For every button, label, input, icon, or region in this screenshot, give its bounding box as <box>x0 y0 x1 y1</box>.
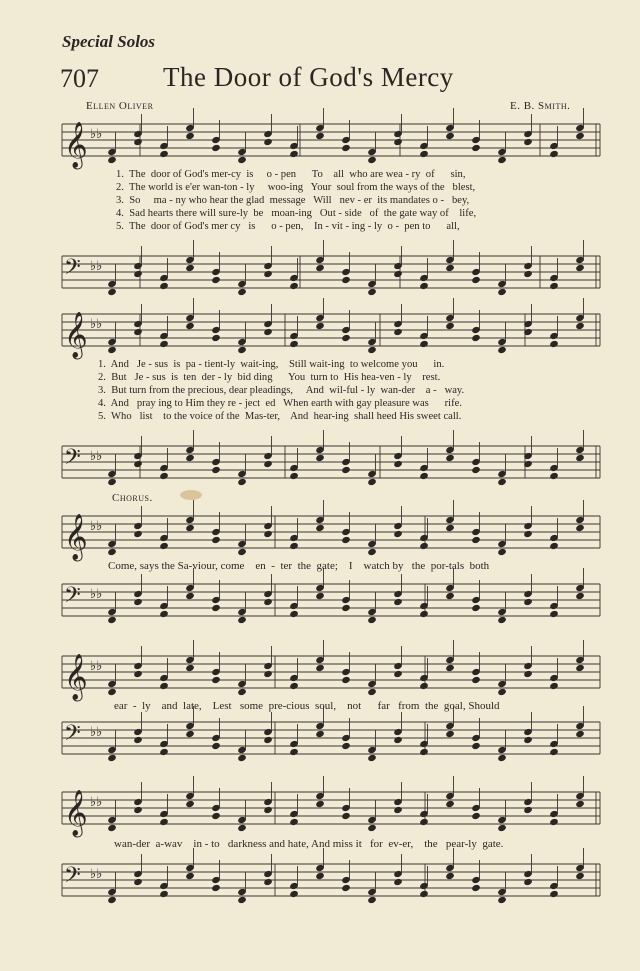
notehead <box>367 616 377 624</box>
notehead <box>185 454 195 462</box>
flat-sign-icon: ♭♭ <box>90 867 103 882</box>
composer-credit: E. B. Smith. <box>510 100 571 112</box>
notehead <box>185 322 195 330</box>
notehead <box>237 754 247 762</box>
notehead <box>237 346 247 354</box>
notehead <box>289 340 299 348</box>
notehead <box>445 730 455 738</box>
notehead <box>185 730 195 738</box>
verse-5-line-1: 5. The door of God's mer cy is o - pen, In - vit - ing - ly o - pen to all, <box>116 221 460 232</box>
notehead <box>289 682 299 690</box>
verse-3-line-2: 3. But turn from the precious, dear pleadings, And wil-ful - ly wan-der a - way. <box>98 385 465 396</box>
chorus-label: Chorus. <box>112 492 153 504</box>
notehead <box>315 132 325 140</box>
notehead <box>315 592 325 600</box>
notehead <box>341 884 351 892</box>
notehead <box>133 598 143 606</box>
notehead <box>419 748 429 756</box>
notehead <box>133 736 143 744</box>
notehead <box>471 812 481 820</box>
notehead <box>315 730 325 738</box>
notehead <box>107 896 117 904</box>
notehead <box>549 542 559 550</box>
notehead <box>445 454 455 462</box>
notehead <box>289 818 299 826</box>
notehead <box>159 472 169 480</box>
treble-clef-icon: 𝄞 <box>64 514 88 560</box>
notehead <box>341 812 351 820</box>
notehead <box>367 896 377 904</box>
notehead <box>341 466 351 474</box>
notehead <box>497 824 507 832</box>
notehead <box>133 270 143 278</box>
notehead <box>107 824 117 832</box>
notehead <box>445 264 455 272</box>
notehead <box>211 536 221 544</box>
verse-1-line-2: 1. And Je - sus is pa - tient-ly wait-ing, Still wait-ing to welcome you in. <box>98 359 445 370</box>
notehead <box>237 478 247 486</box>
notehead <box>367 754 377 762</box>
notehead <box>237 896 247 904</box>
notehead <box>471 144 481 152</box>
notehead <box>549 890 559 898</box>
verse-2-line-2: 2. But Je - sus is ten der - ly bid ding You turn to His hea-ven - ly rest. <box>98 372 441 383</box>
flat-sign-icon: ♭♭ <box>90 127 103 142</box>
notehead <box>497 548 507 556</box>
notehead <box>263 138 273 146</box>
notehead <box>341 276 351 284</box>
notehead <box>393 598 403 606</box>
notehead <box>393 460 403 468</box>
chorus-line-2: ear - ly and late, Lest some pre-cious soul, not far from the goal, Should <box>114 700 500 712</box>
notehead <box>133 806 143 814</box>
notehead <box>263 736 273 744</box>
notehead <box>471 604 481 612</box>
notehead <box>523 736 533 744</box>
notehead <box>419 150 429 158</box>
notehead <box>289 472 299 480</box>
notehead <box>341 144 351 152</box>
notehead <box>575 592 585 600</box>
notehead <box>445 592 455 600</box>
notehead <box>133 460 143 468</box>
notehead <box>159 340 169 348</box>
notehead <box>315 454 325 462</box>
notehead <box>367 346 377 354</box>
notehead <box>263 878 273 886</box>
treble-clef-icon: 𝄞 <box>64 790 88 836</box>
notehead <box>185 524 195 532</box>
notehead <box>289 748 299 756</box>
notehead <box>159 682 169 690</box>
notehead <box>341 334 351 342</box>
notehead <box>471 884 481 892</box>
notehead <box>263 270 273 278</box>
notehead <box>263 460 273 468</box>
notehead <box>185 872 195 880</box>
notehead <box>315 264 325 272</box>
notehead <box>419 542 429 550</box>
notehead <box>341 676 351 684</box>
notehead <box>263 530 273 538</box>
notehead <box>497 754 507 762</box>
notehead <box>185 592 195 600</box>
notehead <box>211 466 221 474</box>
notehead <box>471 334 481 342</box>
notehead <box>497 896 507 904</box>
notehead <box>393 138 403 146</box>
verse-2-line-1: 2. The world is e'er wan-ton - ly woo-ing Your soul from the ways of the blest, <box>116 182 476 193</box>
flat-sign-icon: ♭♭ <box>90 659 103 674</box>
notehead <box>367 288 377 296</box>
notehead <box>289 282 299 290</box>
notehead <box>523 806 533 814</box>
notehead <box>393 670 403 678</box>
notehead <box>445 872 455 880</box>
notehead <box>315 322 325 330</box>
notehead <box>471 536 481 544</box>
notehead <box>159 748 169 756</box>
flat-sign-icon: ♭♭ <box>90 795 103 810</box>
notehead <box>341 604 351 612</box>
flat-sign-icon: ♭♭ <box>90 317 103 332</box>
notehead <box>497 688 507 696</box>
notehead <box>367 688 377 696</box>
notehead <box>107 478 117 486</box>
treble-clef-icon: 𝄞 <box>64 312 88 358</box>
notehead <box>393 806 403 814</box>
notehead <box>523 598 533 606</box>
notehead <box>107 754 117 762</box>
notehead <box>263 328 273 336</box>
notehead <box>575 322 585 330</box>
bass-clef-icon: 𝄢 <box>64 255 81 285</box>
chorus-line-1: Come, says the Sa-viour, come en - ter the gate; I watch by the por-tals both <box>108 560 490 572</box>
flat-sign-icon: ♭♭ <box>90 449 103 464</box>
notehead <box>289 542 299 550</box>
verse-1-line-1: 1. The door of God's mer-cy is o - pen To all who are wea - ry of sin, <box>116 169 466 180</box>
notehead <box>549 340 559 348</box>
notehead <box>445 800 455 808</box>
notehead <box>211 144 221 152</box>
notehead <box>159 150 169 158</box>
notehead <box>107 288 117 296</box>
notehead <box>341 742 351 750</box>
notehead <box>549 682 559 690</box>
notehead <box>393 736 403 744</box>
bass-clef-icon: 𝄢 <box>64 583 81 613</box>
notehead <box>185 664 195 672</box>
notehead <box>393 328 403 336</box>
notehead <box>497 346 507 354</box>
notehead <box>393 878 403 886</box>
notehead <box>497 156 507 164</box>
notehead <box>289 150 299 158</box>
notehead <box>315 524 325 532</box>
notehead <box>159 610 169 618</box>
notehead <box>445 524 455 532</box>
notehead <box>471 742 481 750</box>
notehead <box>263 598 273 606</box>
hymn-title: The Door of God's Mercy <box>163 62 454 92</box>
notehead <box>445 664 455 672</box>
notehead <box>549 472 559 480</box>
notehead <box>445 132 455 140</box>
chorus-line-3: wan-der a-wav in - to darkness and hate, And miss it for ev-er, the pear-ly gate. <box>114 838 504 850</box>
notehead <box>419 818 429 826</box>
notehead <box>393 270 403 278</box>
notehead <box>393 530 403 538</box>
notehead <box>237 288 247 296</box>
notehead <box>497 616 507 624</box>
notehead <box>185 800 195 808</box>
notehead <box>419 282 429 290</box>
notehead <box>367 824 377 832</box>
notehead <box>419 890 429 898</box>
notehead <box>107 688 117 696</box>
verse-3-line-1: 3. So ma - ny who hear the glad message Will nev - er its mandates o - bey, <box>116 195 470 206</box>
notehead <box>107 346 117 354</box>
verse-block-1 <box>116 168 476 233</box>
notehead <box>575 664 585 672</box>
notehead <box>185 132 195 140</box>
notehead <box>315 872 325 880</box>
notehead <box>211 742 221 750</box>
flat-sign-icon: ♭♭ <box>90 587 103 602</box>
notehead <box>523 270 533 278</box>
bass-clef-icon: 𝄢 <box>64 445 81 475</box>
notehead <box>159 818 169 826</box>
notehead <box>575 524 585 532</box>
notehead <box>263 806 273 814</box>
notehead <box>107 616 117 624</box>
notehead <box>289 610 299 618</box>
notehead <box>575 800 585 808</box>
notehead <box>575 454 585 462</box>
bass-clef-icon: 𝄢 <box>64 863 81 893</box>
notehead <box>549 282 559 290</box>
author-credit: Ellen Oliver <box>86 100 154 112</box>
notehead <box>133 328 143 336</box>
verse-4-line-2: 4. And pray ing to Him they re - ject ed When earth with gay pleasure was rife. <box>98 398 463 409</box>
notehead <box>159 890 169 898</box>
notehead <box>185 264 195 272</box>
notehead <box>419 610 429 618</box>
notehead <box>471 676 481 684</box>
notehead <box>211 334 221 342</box>
flat-sign-icon: ♭♭ <box>90 725 103 740</box>
notehead <box>237 824 247 832</box>
verse-block-2 <box>98 358 464 423</box>
notehead <box>419 472 429 480</box>
notehead <box>133 530 143 538</box>
notehead <box>575 132 585 140</box>
notehead <box>159 282 169 290</box>
hymn-number: 707 <box>60 64 99 93</box>
notehead <box>133 670 143 678</box>
notehead <box>341 536 351 544</box>
notehead <box>211 812 221 820</box>
section-title: Special Solos <box>62 32 156 51</box>
flat-sign-icon: ♭♭ <box>90 519 103 534</box>
notehead <box>549 610 559 618</box>
notehead <box>497 288 507 296</box>
notehead <box>133 138 143 146</box>
bass-clef-icon: 𝄢 <box>64 721 81 751</box>
treble-clef-icon: 𝄞 <box>64 122 88 168</box>
notehead <box>523 878 533 886</box>
notehead <box>549 748 559 756</box>
notehead <box>237 156 247 164</box>
notehead <box>159 542 169 550</box>
flat-sign-icon: ♭♭ <box>90 259 103 274</box>
notehead <box>523 670 533 678</box>
notehead <box>549 150 559 158</box>
notehead <box>445 322 455 330</box>
notehead <box>237 548 247 556</box>
notehead <box>419 682 429 690</box>
notehead <box>549 818 559 826</box>
notehead <box>575 872 585 880</box>
notehead <box>575 264 585 272</box>
notehead <box>367 156 377 164</box>
notehead <box>211 276 221 284</box>
treble-clef-icon: 𝄞 <box>64 654 88 700</box>
notehead <box>211 884 221 892</box>
notehead <box>367 548 377 556</box>
notehead <box>315 800 325 808</box>
notehead <box>289 890 299 898</box>
notehead <box>471 466 481 474</box>
notehead <box>133 878 143 886</box>
notehead <box>471 276 481 284</box>
notehead <box>237 688 247 696</box>
notehead <box>575 730 585 738</box>
notehead <box>419 340 429 348</box>
notehead <box>315 664 325 672</box>
notehead <box>523 138 533 146</box>
notehead <box>107 156 117 164</box>
notehead <box>263 670 273 678</box>
notehead <box>367 478 377 486</box>
notehead <box>107 548 117 556</box>
notehead <box>497 478 507 486</box>
verse-5-line-2: 5. Who list to the voice of the Mas-ter, And hear-ing shall heed His sweet call. <box>98 411 462 422</box>
notehead <box>211 604 221 612</box>
verse-4-line-1: 4. Sad hearts there will sure-ly be moan-ing Out - side of the gate way of life, <box>116 208 477 219</box>
notehead <box>237 616 247 624</box>
notehead <box>523 530 533 538</box>
notehead <box>211 676 221 684</box>
